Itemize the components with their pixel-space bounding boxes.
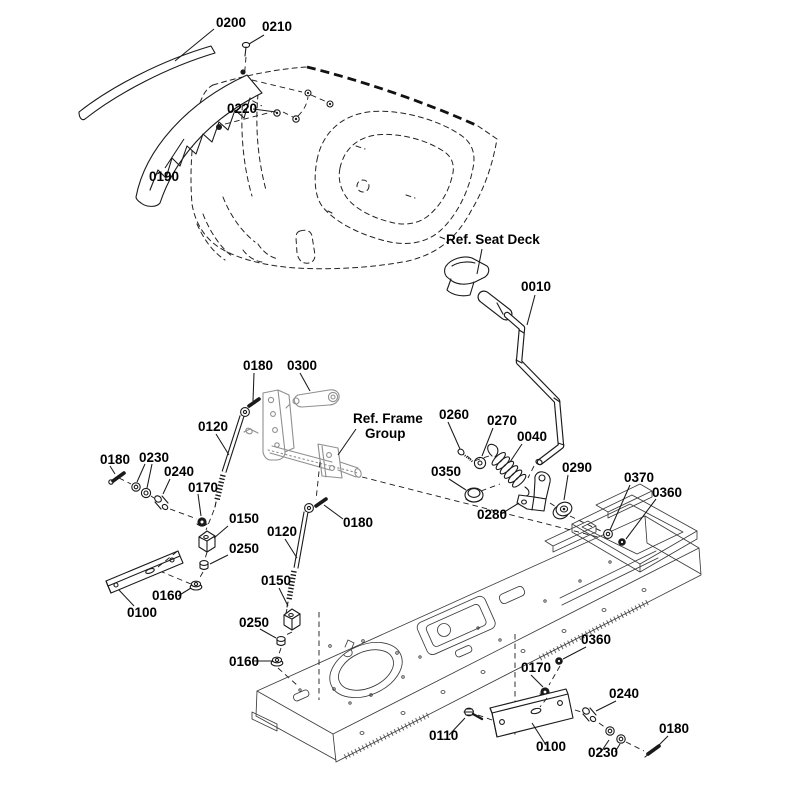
part-number-label: 0170	[521, 660, 552, 675]
leader-line	[216, 434, 229, 455]
part-number-label: 0180	[659, 721, 690, 736]
part-number-label: 0210	[262, 19, 293, 34]
nut-1-0170	[197, 517, 207, 526]
part-number-label: 0290	[562, 460, 593, 475]
hinge-bracket-part	[136, 69, 262, 206]
part-number-label: 0240	[609, 686, 640, 701]
spring-0040	[488, 444, 529, 496]
leader-line	[449, 479, 466, 490]
leader-line	[656, 736, 668, 748]
part-number-label: 0100	[536, 739, 567, 754]
part-number-label: 0370	[624, 470, 655, 485]
leader-line	[147, 464, 152, 488]
part-number-label: 0270	[487, 413, 518, 428]
leader-line	[249, 35, 264, 44]
leader-line	[324, 505, 343, 519]
deck-screws-0220	[274, 90, 333, 122]
leader-line	[260, 629, 276, 638]
part-number-label: 0110	[429, 728, 459, 743]
part-number-label: 0180	[243, 358, 274, 373]
nut-1-0160	[190, 581, 202, 590]
mounting-bar-left	[106, 549, 183, 593]
part-number-label: 0170	[188, 480, 219, 495]
screw-0110	[464, 708, 482, 719]
leader-line	[210, 555, 228, 564]
leader-line	[338, 429, 356, 455]
bushing-1-0250	[200, 561, 208, 570]
leader-line	[564, 475, 568, 500]
part-number-label: 0150	[229, 511, 260, 526]
leader-line	[214, 526, 228, 538]
part-number-label: 0100	[127, 605, 158, 620]
part-number-label: 0180	[100, 452, 131, 467]
part-number-label: 0230	[588, 745, 619, 760]
part-number-label: 0160	[152, 588, 183, 603]
part-number-label: 0120	[198, 419, 229, 434]
leader-line	[110, 466, 115, 474]
mid-nut-0360	[555, 657, 563, 665]
leader-line	[119, 590, 134, 606]
mounting-bar-bottom	[490, 689, 573, 737]
part-number-label: 0360	[581, 632, 612, 647]
part-number-label: 0040	[517, 429, 548, 444]
bushing-0290	[551, 500, 574, 521]
part-number-label: 0250	[229, 541, 260, 556]
leader-line	[531, 675, 543, 687]
part-number-label: 0240	[164, 464, 195, 479]
screw-glyph	[274, 90, 333, 122]
leader-line	[563, 647, 586, 659]
part-number-label: 0120	[267, 524, 298, 539]
bushing-2-0250	[277, 637, 285, 646]
part-number-label: 0220	[227, 101, 258, 116]
left-fastener-cluster	[109, 473, 197, 519]
part-number-label: 0010	[521, 279, 552, 294]
seat-deck-hook-bracket	[445, 257, 489, 296]
part-number-label: 0230	[139, 450, 170, 465]
leader-line	[596, 701, 616, 711]
trunnion-1	[199, 531, 215, 552]
tray-washer-0370	[604, 530, 613, 539]
leader-line	[510, 444, 522, 462]
leader-line	[285, 539, 297, 558]
leader-line	[300, 373, 310, 391]
leader-line	[279, 588, 288, 606]
part-number-label: 0200	[216, 15, 247, 30]
part-number-label: 0150	[261, 573, 292, 588]
link-rod-part	[286, 390, 339, 408]
reference-label: Group	[365, 426, 406, 441]
part-number-label: 0260	[439, 407, 470, 422]
reference-label: Ref. Seat Deck	[446, 232, 540, 247]
leader-line	[198, 494, 201, 516]
nut-2-0160	[271, 657, 283, 666]
leader-line	[610, 485, 630, 530]
screw-0260	[457, 448, 473, 462]
part-number-label: 0350	[431, 464, 462, 479]
leader-line	[137, 464, 145, 482]
bushing-0240-bottom	[581, 706, 596, 722]
leader-line	[482, 428, 493, 456]
screw-part-0210	[242, 42, 249, 56]
part-number-label: 0360	[652, 485, 683, 500]
part-number-label: 0160	[229, 654, 260, 669]
part-number-label: 0280	[477, 507, 508, 522]
tray-nut-0360	[618, 538, 626, 546]
pivot-bracket-0280	[517, 472, 550, 511]
part-number-label: 0250	[239, 615, 270, 630]
part-number-label: 0300	[287, 358, 318, 373]
leader-line	[527, 295, 535, 325]
part-number-label: 0190	[149, 169, 180, 184]
leader-line	[253, 373, 254, 401]
leader-line	[626, 499, 656, 539]
reference-label: Ref. Frame	[353, 411, 423, 426]
leader-line	[448, 422, 460, 449]
frame-group-pivot-reference	[244, 390, 362, 478]
cap-0350	[465, 488, 483, 502]
part-number-label: 0180	[343, 515, 374, 530]
leader-line	[163, 479, 170, 494]
